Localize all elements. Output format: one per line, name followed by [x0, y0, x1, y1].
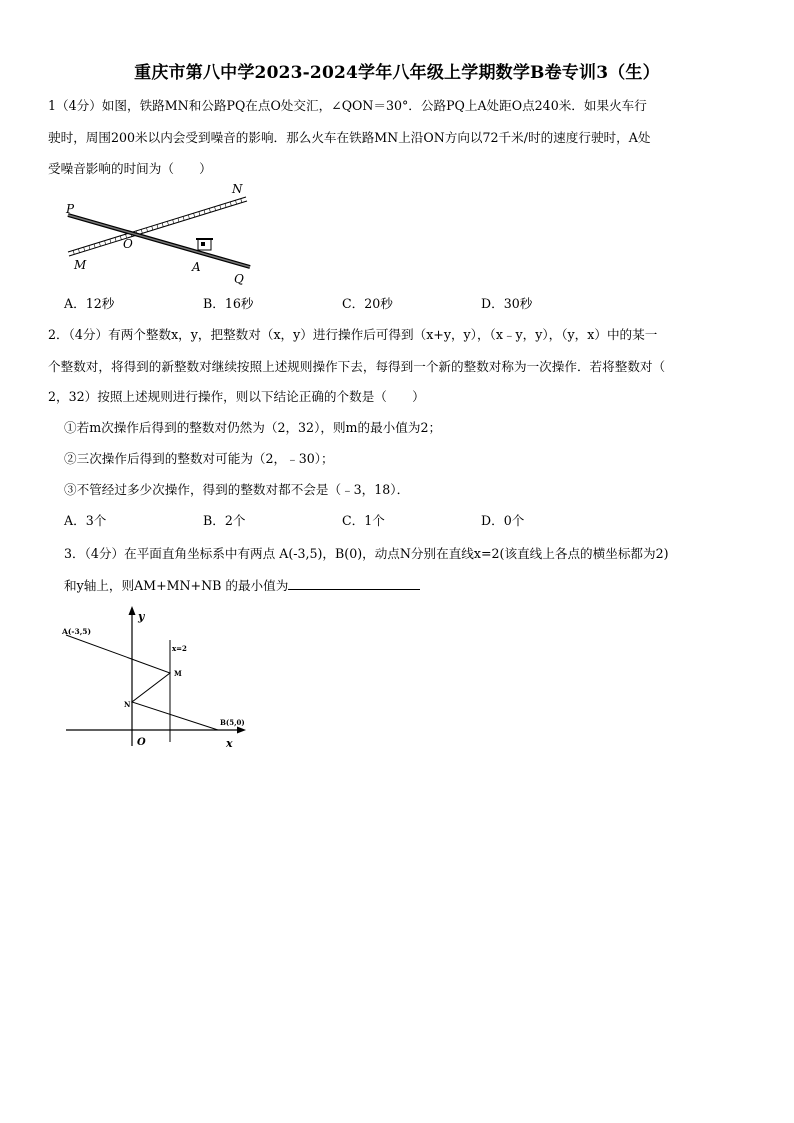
- label-o: O: [123, 237, 133, 251]
- label-point-b: B(5,0): [220, 718, 245, 727]
- railway-tie: [204, 210, 205, 214]
- railway-tie: [73, 250, 74, 254]
- railway-tie: [173, 220, 174, 224]
- railway-tie: [89, 246, 90, 250]
- railway-tie: [115, 237, 116, 241]
- railway-tie: [94, 244, 95, 248]
- q1-option-b[interactable]: B．16秒: [203, 296, 254, 311]
- label-p: P: [66, 202, 75, 216]
- railway-tie: [105, 241, 106, 245]
- q3-figure: [60, 606, 250, 754]
- label-x-eq-2: x=2: [172, 644, 187, 653]
- q1-text-line-2: 驶时，周围200米以内会受到噪音的影响．那么火车在铁路MN上沿ON方向以72千米/时的速度行驶时，A处: [48, 130, 651, 145]
- railway-tie: [241, 199, 242, 203]
- q2-text-line-1: 2．（4分）有两个整数x，y，把整数对（x，y）进行操作后可得到（x+y，y），（x﹣y，y），（y，x）中的某一: [48, 327, 658, 342]
- q1-options: [64, 296, 620, 312]
- q3-text-line-1: 3．（4分）在平面直角坐标系中有两点 A(-3,5)，B(0)，动点N分别在直线x=2(该直线上各点的横坐标都为2): [64, 546, 669, 561]
- q1-option-d[interactable]: D．30秒: [481, 296, 533, 311]
- q3-answer-blank[interactable]: [288, 577, 420, 590]
- railway-tie: [178, 218, 179, 222]
- railway-tie: [225, 203, 226, 207]
- railway-tie: [84, 247, 85, 251]
- label-point-n: N: [124, 700, 131, 709]
- railway-tie: [236, 200, 237, 204]
- house-icon: [196, 239, 213, 250]
- label-q: Q: [234, 272, 244, 286]
- q1-figure: [60, 182, 260, 290]
- railway-tie: [78, 249, 79, 253]
- page-title: 重庆市第八中学2023-2024学年八年级上学期数学B卷专训3（生）: [134, 63, 660, 83]
- label-a: A: [192, 260, 201, 274]
- q1-option-a[interactable]: A．12秒: [64, 296, 115, 311]
- railway-tie: [230, 202, 231, 206]
- q2-statement-3: ③不管经过多少次操作，得到的整数对都不会是（﹣3，18）．: [64, 482, 410, 497]
- q3-text-line-2: [64, 577, 420, 594]
- q2-option-a[interactable]: A．3个: [64, 513, 107, 528]
- railway-tie: [147, 228, 148, 232]
- label-x: x: [226, 737, 233, 750]
- railway-tie: [120, 236, 121, 240]
- railway-tie: [220, 205, 221, 209]
- y-axis-arrow: [129, 606, 136, 615]
- q2-statement-1: ①若m次操作后得到的整数对仍然为（2，32），则m的最小值为2；: [64, 420, 442, 435]
- railway-tie: [194, 213, 195, 217]
- q1-option-c[interactable]: C．20秒: [342, 296, 393, 311]
- railway-tie: [199, 212, 200, 216]
- q2-statement-2: ②三次操作后得到的整数对可能为（2，﹣30）；: [64, 451, 334, 466]
- railway-tie: [99, 242, 100, 246]
- railway-tie: [152, 226, 153, 230]
- q2-option-d[interactable]: D．0个: [481, 513, 525, 528]
- railway-tie: [209, 208, 210, 212]
- railway-tie: [215, 207, 216, 211]
- label-point-m: M: [174, 669, 182, 678]
- label-m: M: [74, 258, 87, 272]
- q2-options: [64, 513, 620, 529]
- railway-tie: [183, 216, 184, 220]
- label-point-a: A(-3,5): [62, 627, 92, 636]
- q1-text-line-1: 1（4分）如图，铁路MN和公路PQ在点O处交汇，∠QON＝30°．公路PQ上A处距O点240米．如果火车行: [48, 98, 647, 113]
- railway-tie: [157, 225, 158, 229]
- label-y: y: [138, 610, 145, 623]
- railway-tie: [188, 215, 189, 219]
- q2-text-line-3: 2，32）按照上述规则进行操作，则以下结论正确的个数是（ ）: [48, 389, 425, 404]
- railway-tie: [141, 229, 142, 233]
- q3-text-line-2-content: 和y轴上，则AM+MN+NB 的最小值为: [64, 578, 289, 593]
- q2-option-b[interactable]: B．2个: [203, 513, 246, 528]
- label-n: N: [232, 182, 243, 196]
- path-a-m-n-b: [66, 635, 218, 730]
- label-origin: O: [137, 737, 146, 748]
- q1-text-line-3: 受噪音影响的时间为（ ）: [48, 161, 212, 176]
- q2-option-c[interactable]: C．1个: [342, 513, 385, 528]
- railway-tie: [162, 223, 163, 227]
- railway-tie: [110, 239, 111, 243]
- railway-mn: [68, 197, 247, 256]
- q2-text-line-2: 个整数对，将得到的新整数对继续按照上述规则操作下去，每得到一个新的整数对称为一次操作．若将整数对（: [48, 359, 666, 374]
- railway-tie: [167, 221, 168, 225]
- x-axis-arrow: [237, 727, 246, 734]
